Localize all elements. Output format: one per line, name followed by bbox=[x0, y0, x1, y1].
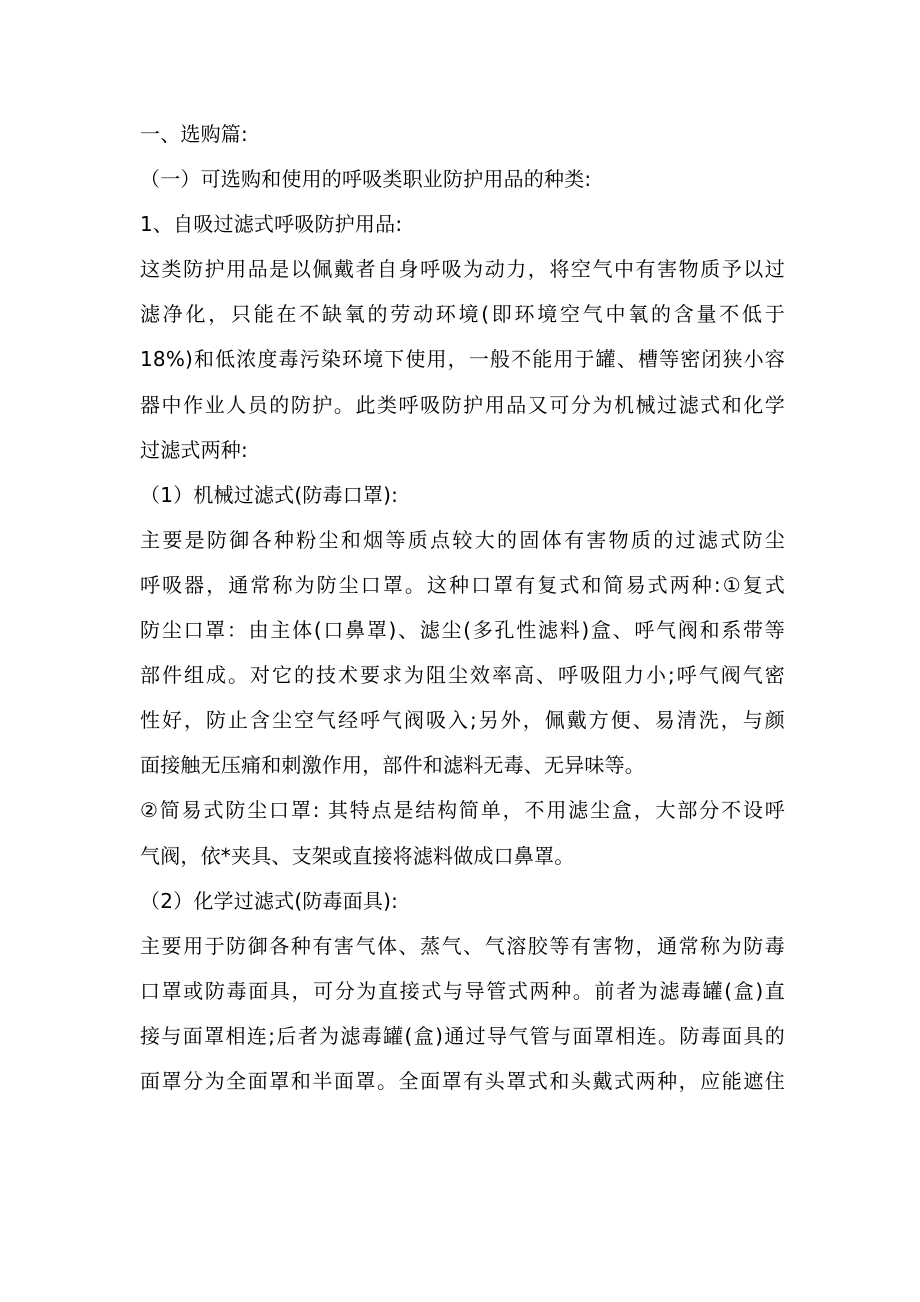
paragraph-line: 主要用于防御各种有害气体、蒸气、气溶胶等有害物，通常称为防毒 bbox=[140, 933, 785, 958]
paragraph-line: 滤净化，只能在不缺氧的劳动环境(即环境空气中氧的含量不低于 bbox=[140, 302, 785, 327]
subitem-heading: （1）机械过滤式(防毒口罩): bbox=[140, 482, 399, 507]
paragraph-line: 主要是防御各种粉尘和烟等质点较大的固体有害物质的过滤式防尘 bbox=[140, 527, 785, 552]
subsection-heading: （一）可选购和使用的呼吸类职业防护用品的种类: bbox=[140, 167, 592, 192]
paragraph-line: 气阀，依*夹具、支架或直接将滤料做成口鼻罩。 bbox=[140, 843, 575, 868]
item-heading: 1、自吸过滤式呼吸防护用品: bbox=[140, 212, 403, 237]
paragraph-line: 器中作业人员的防护。此类呼吸防护用品又可分为机械过滤式和化学 bbox=[140, 392, 785, 417]
paragraph-line: ②简易式防尘口罩: 其特点是结构简单，不用滤尘盒，大部分不设呼 bbox=[140, 798, 785, 823]
paragraph-line: 呼吸器，通常称为防尘口罩。这种口罩有复式和简易式两种:①复式 bbox=[140, 572, 785, 597]
paragraph-line: 部件组成。对它的技术要求为阻尘效率高、呼吸阻力小;呼气阀气密 bbox=[140, 663, 785, 688]
paragraph-line: 面接触无压痛和刺激作用，部件和滤料无毒、无异味等。 bbox=[140, 753, 645, 778]
paragraph-line: 防尘口罩：由主体(口鼻罩)、滤尘(多孔性滤料)盒、呼气阀和系带等 bbox=[140, 618, 785, 643]
paragraph-line: 接与面罩相连;后者为滤毒罐(盒)通过导气管与面罩相连。防毒面具的 bbox=[140, 1023, 785, 1048]
paragraph-line: 18%)和低浓度毒污染环境下使用，一般不能用于罐、槽等密闭狭小容 bbox=[140, 347, 785, 372]
paragraph-line: 这类防护用品是以佩戴者自身呼吸为动力，将空气中有害物质予以过 bbox=[140, 257, 785, 282]
paragraph-line: 性好，防止含尘空气经呼气阀吸入;另外，佩戴方便、易清洗，与颜 bbox=[140, 708, 785, 733]
paragraph-line: 口罩或防毒面具，可分为直接式与导管式两种。前者为滤毒罐(盒)直 bbox=[140, 978, 785, 1003]
section-heading: 一、选购篇: bbox=[140, 122, 248, 146]
subitem-heading: （2）化学过滤式(防毒面具): bbox=[140, 888, 399, 913]
document-body bbox=[140, 112, 785, 1104]
paragraph-line: 过滤式两种: bbox=[140, 437, 248, 462]
paragraph-line: 面罩分为全面罩和半面罩。全面罩有头罩式和头戴式两种，应能遮住 bbox=[140, 1068, 785, 1093]
